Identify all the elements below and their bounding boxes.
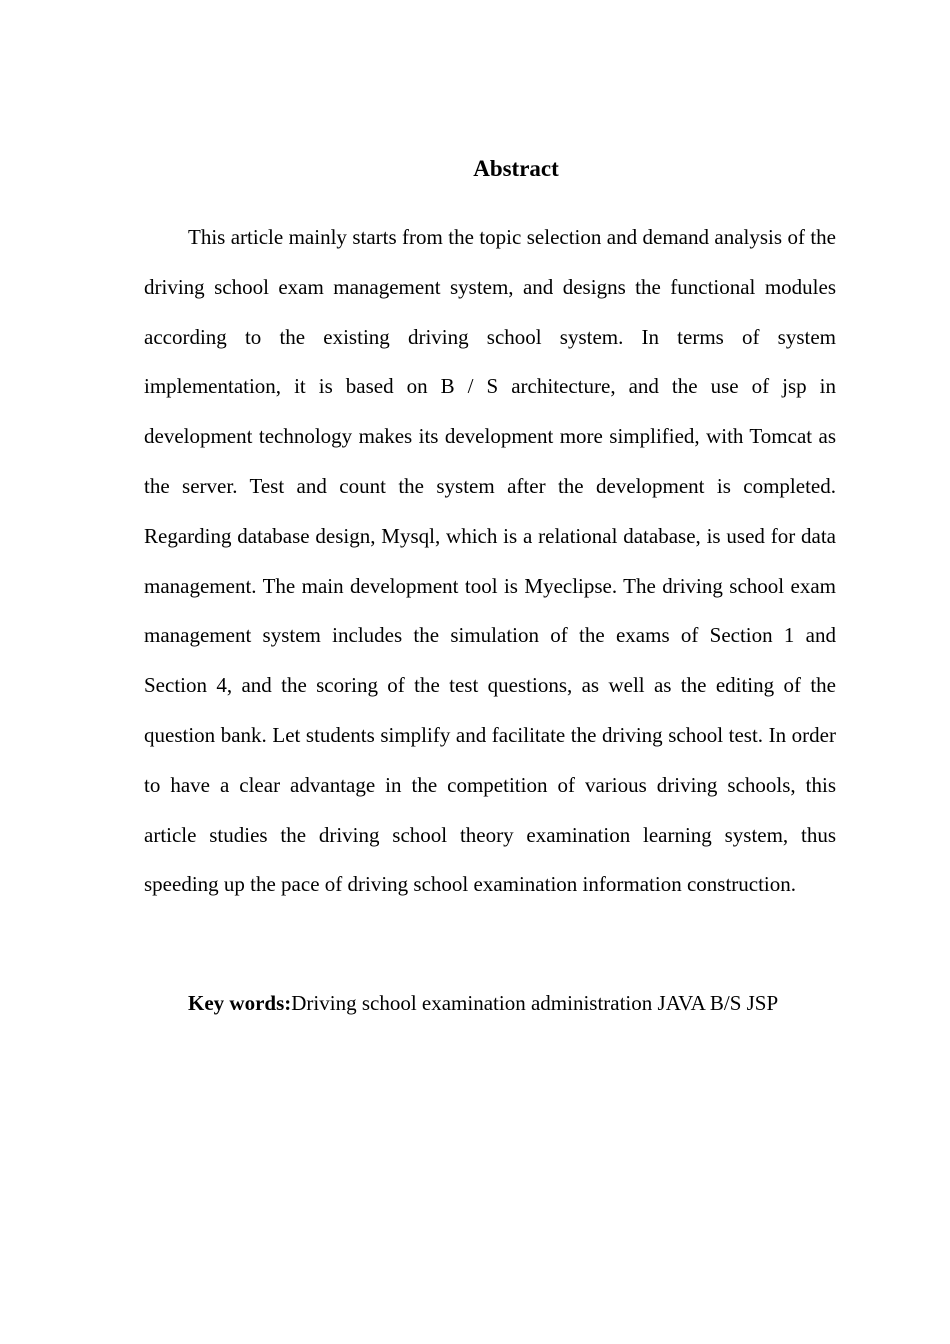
keywords-label: Key words: [188, 991, 292, 1015]
keywords-line [144, 988, 864, 1018]
abstract-title: Abstract [473, 156, 559, 181]
abstract-paragraph: This article mainly starts from the topic selection and demand analysis of the driving school exam management system, and designs the functional modules according to the existing driving school system. In terms of system implementation, it is based on B / S architecture, and the use of jsp in development technology makes its development more simplified, with Tomcat as the server. Test and count the system after the development is completed. Regarding database design, Mysql, which is a relational database, is used for data management. The main development tool is Myeclipse. The driving school exam management system includes the simulation of the exams of Section 1 and Section 4, and the scoring of the test questions, as well as the editing of the question bank. Let students simplify and facilitate the driving school test. In order to have a clear advantage in the competition of various driving schools, this article studies the driving school theory examination learning system, thus speeding up the pace of driving school examination information construction. [144, 225, 836, 897]
keywords-text: Driving school examination administration JAVA B/S JSP [291, 991, 779, 1015]
